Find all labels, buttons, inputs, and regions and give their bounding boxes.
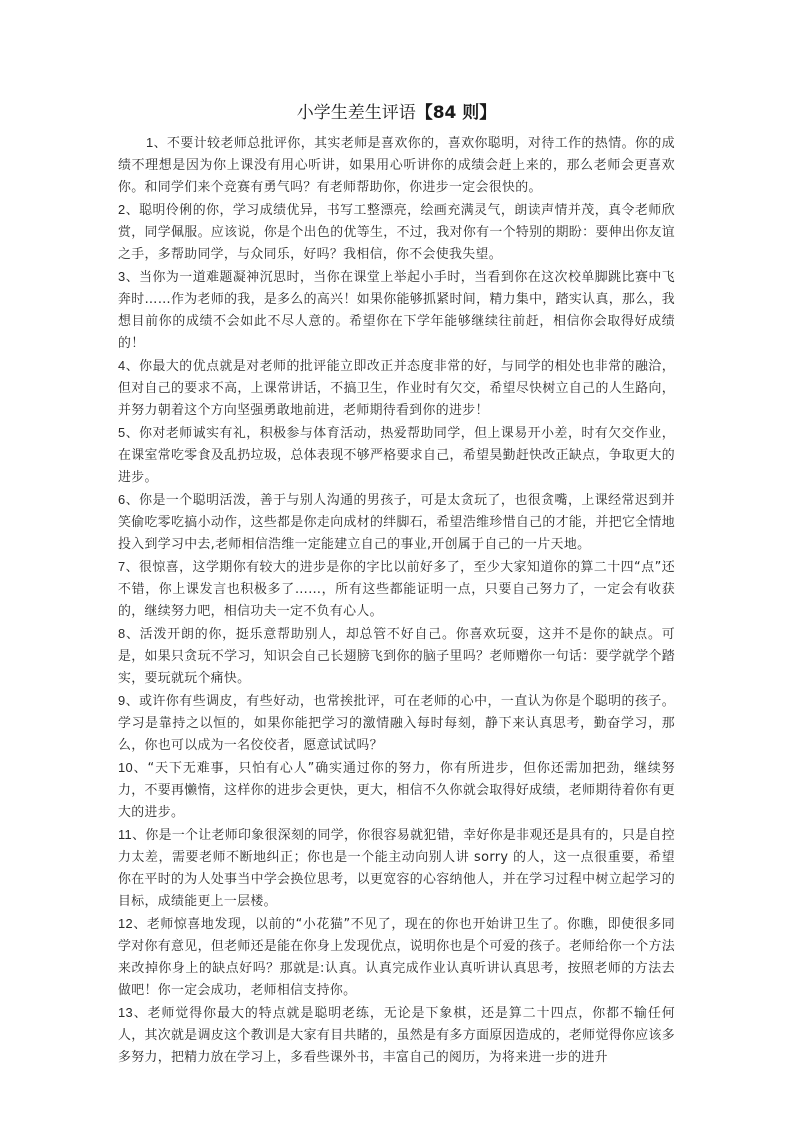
comment-number: 4 [118,358,126,373]
comment-number: 12 [118,916,134,931]
title-main: 小学生差生评语 [296,103,416,123]
comment-paragraph [118,266,675,355]
comment-paragraph [118,824,675,913]
comment-text: 、老师觉得你最大的特点就是聪明老练，无论是下象棋，还是算二十四点，你都不输任何人，其次就是调皮这个教训是大家有目共睹的，虽然是有多方面原因造成的，老师觉得你应该多多努力，把精力放在学习上，多看些课外书，丰富自己的阅历，为将来进一步的进升 [118,1006,675,1065]
comment-number: 8 [118,626,126,641]
comment-number: 11 [118,827,133,842]
comment-paragraph [118,623,675,690]
comment-number: 3 [118,269,126,284]
comment-number: 9 [118,693,126,708]
comment-text: 、当你为一道难题凝神沉思时，当你在课堂上举起小手时，当看到你在这次校单脚跳比赛中飞奔时……作为老师的我，是多么的高兴！如果你能够抓紧时间，精力集中，踏实认真，那么，我想目前你的成绩不会如此不尽人意的。希望你在下学年能够继续往前赶，相信你会取得好成绩的！ [118,270,675,351]
comment-text: 、老师惊喜地发现，以前的“小花猫”不见了，现在的你也开始讲卫生了。你瞧，即使很多同学对你有意见，但老师还是能在你身上发现优点，说明你也是个可爱的孩子。老师给你一个方法来改掉你身上的缺点好吗？那就是:认真。认真完成作业认真听讲认真思考，按照老师的方法去做吧！你一定会成功，老师相信支持你。 [118,917,675,998]
comment-paragraph [118,1002,675,1069]
comment-paragraph [118,913,675,1002]
title-count: 【84 则】 [415,103,497,123]
comment-text: 、或许你有些调皮，有些好动，也常挨批评，可在老师的心中，一直认为你是个聪明的孩子。学习是靠持之以恒的，如果你能把学习的激情融入每时每刻，静下来认真思考，勤奋学习，那么，你也可以成为一名佼佼者，愿意试试吗？ [118,694,675,753]
comment-text: 、你是一个聪明活泼，善于与别人沟通的男孩子，可是太贪玩了，也很贪嘴，上课经常迟到并笑偷吃零吃搞小动作，这些都是你走向成材的绊脚石，希望浩维珍惜自己的才能，并把它全情地投入到学习中去,老师相信浩维一定能建立自己的事业,开创属于自己的一片天地。 [118,493,675,552]
comment-paragraph [118,489,675,556]
comment-text: 、你最大的优点就是对老师的批评能立即改正并态度非常的好，与同学的相处也非常的融洽，但对自己的要求不高，上课常讲话，不搞卫生，作业时有欠交，希望尽快树立自己的人生路向，并努力朝着这个方向坚强勇敢地前进，老师期待看到你的进步！ [118,359,675,418]
comment-text: 、聪明伶俐的你，学习成绩优异，书写工整漂亮，绘画充满灵气，朗读声情并茂，真令老师欣赏，同学佩服。应该说，你是个出色的优等生，不过，我对你有一个特别的期盼：要伸出你友谊之手，多帮助同学，与众同乐，好吗？我相信，你不会使我失望。 [118,203,675,262]
comment-text: 、不要计较老师总批评你，其实老师是喜欢你的，喜欢你聪明，对待工作的热情。你的成绩不理想是因为你上课没有用心听讲，如果用心听讲你的成绩会赶上来的，那么老师会更喜欢你。和同学们来个竞赛有勇气吗？有老师帮助你，你进步一定会很快的。 [118,136,675,195]
comment-number: 10 [118,760,134,775]
comment-text: 、很惊喜，这学期你有较大的进步是你的字比以前好多了，至少大家知道你的算二十四“点”还不错，你上课发言也积极多了……，所有这些都能证明一点，只要自己努力了，一定会有收获的，继续努力吧，相信功夫一定不负有心人。 [118,560,675,619]
comment-paragraph [118,355,675,422]
comment-text: 、活泼开朗的你，挺乐意帮助别人，却总管不好自己。你喜欢玩耍，这并不是你的缺点。可是，如果只贪玩不学习，知识会自己长翅膀飞到你的脑子里吗？老师赠你一句话：要学就学个踏实，要玩就玩个痛快。 [118,627,675,686]
comment-paragraph [118,422,675,489]
comment-text: 、你是一个让老师印象很深刻的同学，你很容易就犯错，幸好你是非观还是具有的，只是自控力太差，需要老师不断地纠正；你也是一个能主动向别人讲 sorry 的人，这一点很重要，希望你在平时的为人处事当中学会换位思考，以更宽容的心容纳他人，并在学习过程中树立起学习的目标，成绩能更上一层楼。 [118,828,675,909]
comment-number: 7 [118,559,126,574]
comment-paragraph [118,556,675,623]
document-title [118,100,675,126]
comment-number: 5 [118,425,126,440]
comment-paragraph [118,690,675,757]
comment-paragraph [118,757,675,824]
comment-number: 2 [118,202,126,217]
comment-number: 1 [146,135,154,150]
comment-number: 6 [118,492,126,507]
comment-text: 、“天下无难事，只怕有心人”确实通过你的努力，你有所进步，但你还需加把劲，继续努力，不要再懒惰，这样你的进步会更快，更大，相信不久你就会取得好成绩，老师期待着你有更大的进步。 [118,761,675,820]
comment-paragraph [118,132,675,199]
comment-paragraph [118,199,675,266]
comment-text: 、你对老师诚实有礼，积极参与体育活动，热爱帮助同学，但上课易开小差，时有欠交作业，在课室常吃零食及乱扔垃圾，总体表现不够严格要求自己，希望昊勤赶快改正缺点，争取更大的进步。 [118,426,675,485]
comment-number: 13 [118,1005,134,1020]
